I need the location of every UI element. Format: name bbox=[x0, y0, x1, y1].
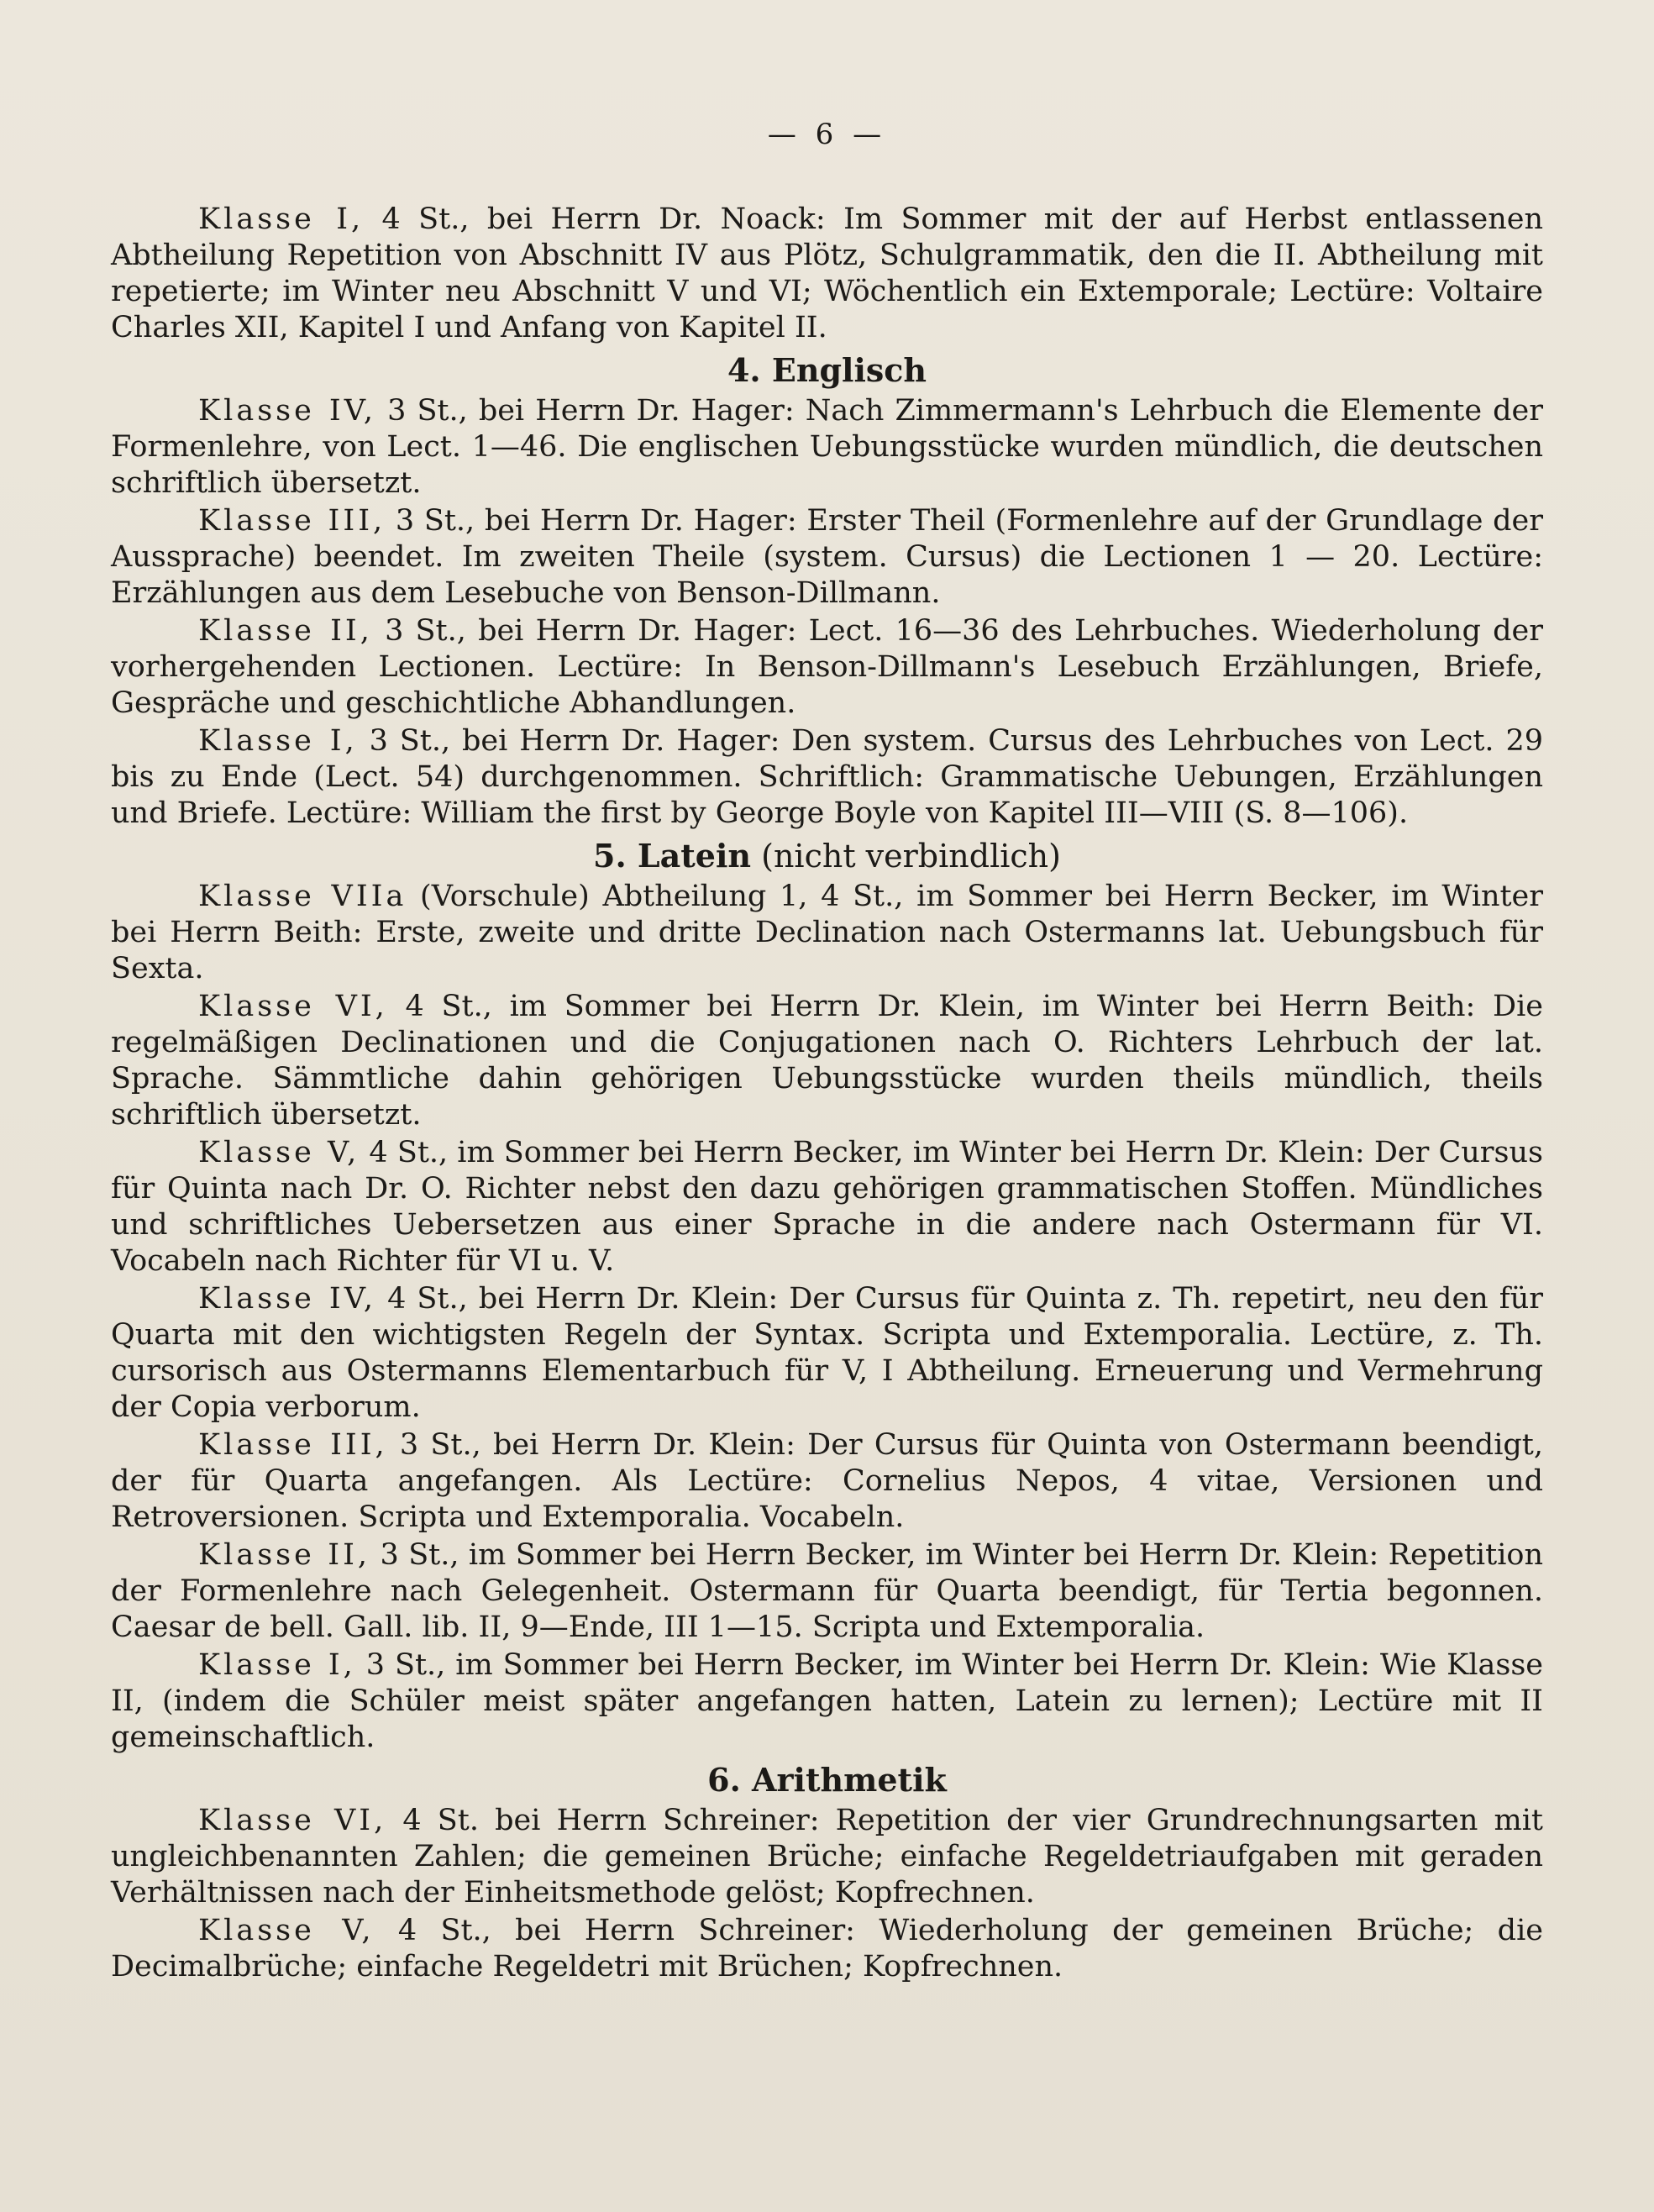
paragraph-arithmetik-klasse-v: Klasse V, 4 St., bei Herrn Schreiner: Wiederholung der gemeinen Brüche; die Decimalbrüche; einfache Regeldetri mit Brüchen; Kopfrechnen. bbox=[111, 1914, 1543, 1983]
section-heading-englisch: 4. Englisch bbox=[727, 351, 927, 389]
paragraph-arithmetik-klasse-vi: Klasse VI, 4 St. bei Herrn Schreiner: Repetition der vier Grundrechnungsarten mit ungleichbenannten Zahlen; die gemeinen Brüche; einfache Regeldetriaufgaben mit geraden Verhältnissen nach der Einheitsmethode gelöst; Kopfrechnen. bbox=[111, 1804, 1543, 1910]
section-heading-arithmetik: 6. Arithmetik bbox=[707, 1761, 947, 1799]
paragraph-latein-klasse-iii: Klasse III, 3 St., bei Herrn Dr. Klein: Der Cursus für Quinta von Ostermann beendigt, der für Quarta angefangen. Als Lectüre: Cornelius Nepos, 4 vitae, Versionen und Retroversionen. Scripta und Extemporalia. Vocabeln. bbox=[111, 1428, 1543, 1534]
paragraph-latein-klasse-vi: Klasse VI, 4 St., im Sommer bei Herrn Dr. Klein, im Winter bei Herrn Beith: Die regelmäßigen Declinationen und die Conjugationen nach O. Richters Lehrbuch der lat. Sprache. Sämmtliche dahin gehörigen Uebungsstücke wurden theils mündlich, theils schriftlich übersetzt. bbox=[111, 990, 1543, 1132]
paragraph-latein-klasse-viia: Klasse VIIa (Vorschule) Abtheilung 1, 4 St., im Sommer bei Herrn Becker, im Winter bei Herrn Beith: Erste, zweite und dritte Declination nach Ostermanns lat. Uebungsbuch für Sexta. bbox=[111, 880, 1544, 985]
paragraph-latein-klasse-ii: Klasse II, 3 St., im Sommer bei Herrn Becker, im Winter bei Herrn Dr. Klein: Repetition der Formenlehre nach Gelegenheit. Ostermann für Quarta beendigt, für Tertia begonnen. Caesar de bell. Gall. lib. II, 9—Ende, III 1—15. Scripta und Extemporalia. bbox=[111, 1538, 1544, 1644]
paragraph-englisch-klasse-iii: Klasse III, 3 St., bei Herrn Dr. Hager: Erster Theil (Formenlehre auf der Grundlage der Aussprache) beendet. Im zweiten Theile (system. Cursus) die Lectionen 1 — 20. Lectüre: Erzählungen aus dem Lesebuche von Benson-Dillmann. bbox=[111, 504, 1543, 610]
paragraph-englisch-klasse-iv: Klasse IV, 3 St., bei Herrn Dr. Hager: Nach Zimmermann's Lehrbuch die Elemente der Formenlehre, von Lect. 1—46. Die englischen Uebungsstücke wurden mündlich, die deutschen schriftlich übersetzt. bbox=[111, 394, 1543, 500]
section-heading-latein: 5. Latein (nicht verbindlich) bbox=[593, 837, 1061, 875]
paragraph-englisch-klasse-ii: Klasse II, 3 St., bei Herrn Dr. Hager: Lect. 16—36 des Lehrbuches. Wiederholung der vorhergehenden Lectionen. Lectüre: In Benson-Dillmann's Lesebuch Erzählungen, Briefe, Gespräche und geschichtliche Abhandlungen. bbox=[111, 614, 1543, 720]
paragraph-klasse-i-franzoesisch: Klasse I, 4 St., bei Herrn Dr. Noack: Im Sommer mit der auf Herbst entlassenen Abtheilung Repetition von Abschnitt IV aus Plötz, Schulgrammatik, den die II. Abtheilung mit repetierte; im Winter neu Abschnitt V und VI; Wöchentlich ein Extemporale; Lectüre: Voltaire Charles XII, Kapitel I und Anfang von Kapitel II. bbox=[111, 202, 1544, 344]
paragraph-englisch-klasse-i: Klasse I, 3 St., bei Herrn Dr. Hager: Den system. Cursus des Lehrbuches von Lect. 29 bis zu Ende (Lect. 54) durchgenommen. Schriftlich: Grammatische Uebungen, Erzählungen und Briefe. Lectüre: William the first by George Boyle von Kapitel III—VIII (S. 8—106). bbox=[111, 724, 1543, 830]
section-heading-note: (nicht verbindlich) bbox=[751, 838, 1061, 875]
paragraph-latein-klasse-i: Klasse I, 3 St., im Sommer bei Herrn Becker, im Winter bei Herrn Dr. Klein: Wie Klasse II, (indem die Schüler meist später angefangen hatten, Latein zu lernen); Lectüre mit II gemeinschaftlich. bbox=[111, 1648, 1544, 1754]
paragraph-latein-klasse-v: Klasse V, 4 St., im Sommer bei Herrn Becker, im Winter bei Herrn Dr. Klein: Der Cursus für Quinta nach Dr. O. Richter nebst den dazu gehörigen grammatischen Stoffen. Mündliches und schriftliches Uebersetzen aus einer Sprache in die andere nach Ostermann für VI. Vocabeln nach Richter für VI u. V. bbox=[111, 1136, 1543, 1278]
page-number: — 6 — bbox=[767, 118, 887, 151]
paragraph-latein-klasse-iv: Klasse IV, 4 St., bei Herrn Dr. Klein: Der Cursus für Quinta z. Th. repetirt, neu den für Quarta mit den wichtigsten Regeln der Syntax. Scripta und Extemporalia. Lectüre, z. Th. cursorisch aus Ostermanns Elementarbuch für V, I Abtheilung. Erneuerung und Vermehrung der Copia verborum. bbox=[111, 1282, 1544, 1424]
